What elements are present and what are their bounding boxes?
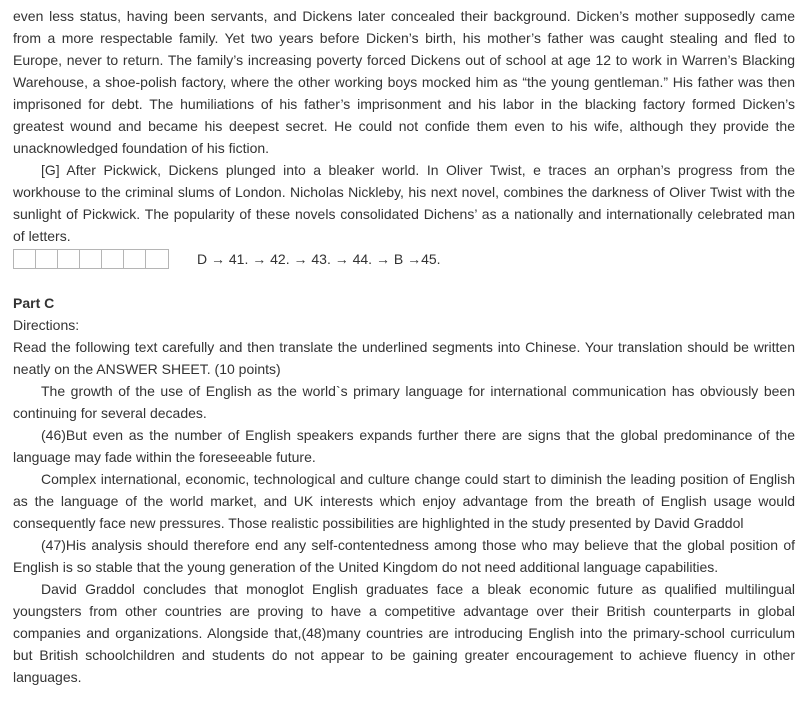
part-c-paragraph-3: Complex international, economic, technological and culture change could start to diminish the leading position of English as the language of the world market, and UK interests which enjoy advantage from the breath of English usage would consequently face new pressures. Those realistic possibilities are highlighted in the study presented by David Graddol <box>13 471 795 531</box>
answer-boxes <box>13 249 169 269</box>
part-c-paragraph-48: David Graddol concludes that monoglot English graduates face a bleak economic future as qualified multilingual youngsters from other countries are proving to have a competitive advantage over their British counterparts in global companies and organizations. Alongside that,(48)many countries are introducing English into the primary-school curriculum but British schoolchildren and students do not appear to be gaining greater encouragement to achieve fluency in other languages. <box>13 581 795 685</box>
paragraph-f-tail: even less status, having been servants, and Dickens later concealed their background. Dicken’s mother supposedly came from a more respectable family. Yet two years before Dicken’s birth, his mother’s father was caught stealing and fled to Europe, never to return. The family’s increasing poverty forced Dickens out of school at age 12 to work in Warren’s Blacking Warehouse, a shoe-polish factory, where the other working boys mocked him as “the young gentleman.” His father was then imprisoned for debt. The humiliations of his father’s imprisonment and his labor in the blacking factory formed Dicken’s greatest wound and became his deepest secret. He could not confide them even to his wife, although they provide the unacknowledged foundation of his fiction. <box>13 8 795 156</box>
part-c-paragraph-1: The growth of the use of English as the world`s primary language for international communication has obviously been continuing for several decades. <box>13 383 795 421</box>
answer-box-1[interactable] <box>14 250 36 268</box>
answer-box-2[interactable] <box>36 250 58 268</box>
answer-box-6[interactable] <box>124 250 146 268</box>
answer-box-7[interactable] <box>146 250 168 268</box>
part-c-paragraph-47: (47)His analysis should therefore end any self-contentedness among those who may believe that the global position of English is so stable that the young generation of the United Kingdom do not need additional language capabilities. <box>13 537 795 575</box>
document-page <box>13 5 795 688</box>
paragraph-g: [G] After Pickwick, Dickens plunged into a bleaker world. In Oliver Twist, e traces an orphan’s progress from the workhouse to the criminal slums of London. Nicholas Nickleby, his next novel, combines the darkness of Oliver Twist with the sunlight of Pickwick. The popularity of these novels consolidated Dichens’ as a nationally and internationally celebrated man of letters. <box>13 162 795 244</box>
part-c-paragraph-46: (46)But even as the number of English speakers expands further there are signs that the global predominance of the language may fade within the foreseeable future. <box>13 427 795 465</box>
answer-box-3[interactable] <box>58 250 80 268</box>
answer-box-4[interactable] <box>80 250 102 268</box>
directions-text: Read the following text carefully and then translate the underlined segments into Chinese. Your translation should be written neatly on the ANSWER SHEET. (10 points) <box>13 339 795 377</box>
directions-label: Directions: <box>13 317 80 333</box>
answer-box-5[interactable] <box>102 250 124 268</box>
answer-row <box>13 248 795 270</box>
section-spacer <box>13 270 795 292</box>
part-c-heading: Part C <box>13 295 55 311</box>
sequence-text: D → 41. → 42. → 43. → 44. → B →45. <box>197 251 441 267</box>
